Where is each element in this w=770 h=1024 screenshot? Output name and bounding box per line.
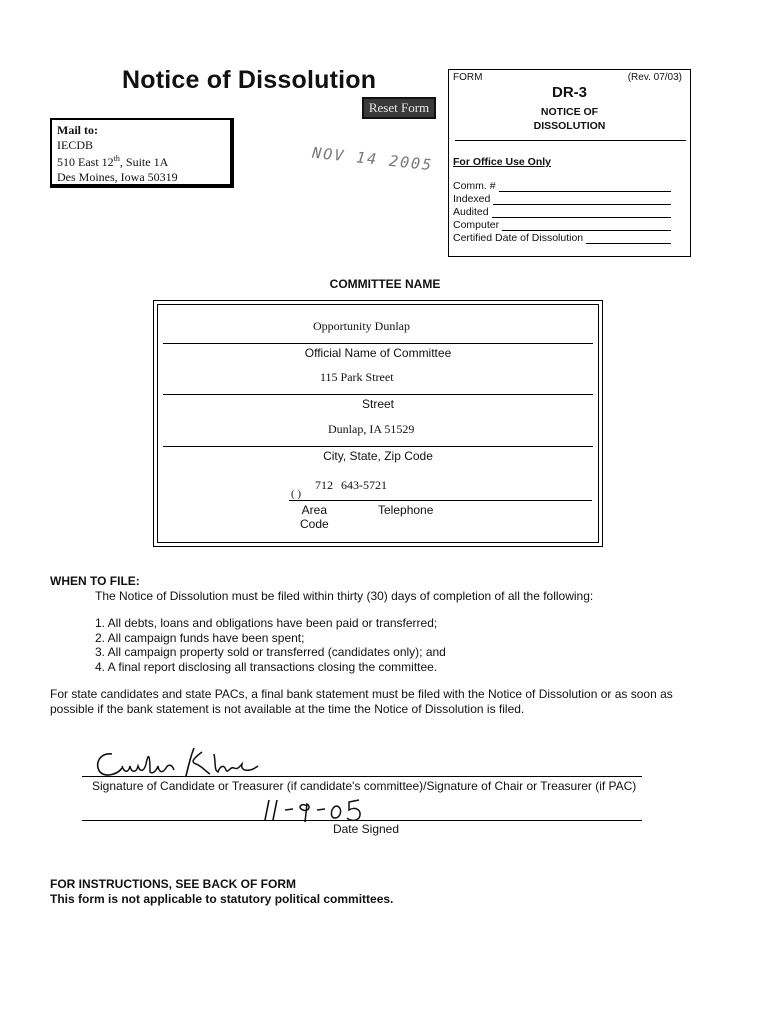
office-use-heading: For Office Use Only	[453, 156, 552, 168]
office-field-label: Computer	[453, 219, 500, 231]
phone-value[interactable]: 643-5721	[341, 478, 387, 492]
form-label: FORM	[453, 72, 483, 83]
list-item: 3. All campaign property sold or transferred (candidates only); and	[95, 645, 446, 659]
when-to-file-intro: The Notice of Dissolution must be filed within thirty (30) days of completion of all the following:	[95, 589, 594, 603]
office-field-certified-date	[453, 231, 671, 244]
street-line	[163, 394, 593, 395]
committee-name-value[interactable]: Opportunity Dunlap	[313, 319, 410, 333]
area-code-label	[300, 503, 329, 531]
office-field-line[interactable]	[492, 208, 671, 218]
bank-statement-note: For state candidates and state PACs, a final bank statement must be filed with the Notice of Dissolution or as soon as possible if the bank statement is not available at the time the Notice of Dissolution is filed.	[50, 687, 673, 716]
office-field-computer	[453, 218, 671, 231]
office-field-line[interactable]	[586, 234, 671, 244]
mail-to-box	[50, 118, 234, 188]
list-item: 1. All debts, loans and obligations have been paid or transferred;	[95, 616, 438, 630]
committee-box	[153, 300, 603, 547]
revision-label: (Rev. 07/03)	[627, 72, 682, 83]
mail-to-street: 510 East 12	[57, 155, 114, 169]
instructions-note: FOR INSTRUCTIONS, SEE BACK OF FORM	[50, 877, 296, 891]
when-to-file-heading: WHEN TO FILE:	[50, 574, 140, 588]
office-field-label: Indexed	[453, 193, 491, 205]
not-applicable-note: This form is not applicable to statutory political committees.	[50, 892, 394, 906]
date-signed-label: Date Signed	[332, 822, 400, 836]
committee-name-line	[163, 343, 593, 344]
office-field-indexed	[453, 192, 671, 205]
signature-line	[82, 776, 642, 777]
telephone-label: Telephone	[378, 503, 434, 517]
form-name	[449, 105, 690, 133]
page-title: Notice of Dissolution	[122, 66, 377, 94]
area-code-label-line1: Area	[301, 503, 328, 517]
committee-name-label: Official Name of Committee	[304, 346, 452, 360]
city-line	[163, 446, 593, 447]
office-field-label: Comm. #	[453, 180, 496, 192]
signature-label: Signature of Candidate or Treasurer (if candidate's committee)/Signature of Chair or Treasurer (if PAC)	[92, 779, 637, 793]
office-field-line[interactable]	[499, 182, 671, 192]
form-info-box	[448, 69, 691, 257]
reset-form-button[interactable]: Reset Form	[362, 97, 436, 119]
when-to-file-list	[95, 616, 446, 674]
office-field-comm	[453, 179, 671, 192]
office-field-audited	[453, 205, 671, 218]
mail-to-heading: Mail to:	[57, 123, 98, 137]
office-field-label: Certified Date of Dissolution	[453, 232, 584, 244]
received-stamp: NOV 14 2005	[311, 143, 434, 175]
mail-to-street-suffix: th	[113, 154, 120, 163]
city-label: City, State, Zip Code	[323, 449, 433, 463]
mail-to-line2	[57, 152, 225, 170]
list-item: 2. All campaign funds have been spent;	[95, 630, 305, 645]
committee-inner-frame	[157, 304, 599, 543]
area-code-parentheses: ( )	[291, 488, 302, 500]
phone-line	[289, 500, 592, 501]
city-value[interactable]: Dunlap, IA 51529	[328, 422, 415, 436]
form-divider	[455, 140, 686, 141]
street-value[interactable]: 115 Park Street	[320, 370, 394, 384]
handwritten-signature	[90, 744, 280, 780]
form-name-line1: NOTICE OF	[540, 106, 599, 118]
mail-to-line3: Des Moines, Iowa 50319	[57, 169, 178, 184]
office-field-label: Audited	[453, 206, 489, 218]
form-number: DR-3	[551, 84, 587, 101]
form-name-line2: DISSOLUTION	[533, 120, 606, 132]
office-field-line[interactable]	[502, 221, 671, 231]
area-code-label-line2: Code	[300, 517, 329, 531]
street-label: Street	[361, 397, 394, 411]
committee-heading: COMMITTEE NAME	[329, 277, 441, 291]
mail-to-line1: IECDB	[57, 137, 93, 152]
date-signed-line	[82, 820, 642, 821]
area-code-value[interactable]: 712	[315, 478, 333, 492]
list-item: 4. A final report disclosing all transactions closing the committee.	[95, 659, 438, 674]
mail-to-suite: , Suite 1A	[119, 155, 169, 169]
office-field-line[interactable]	[493, 195, 671, 205]
